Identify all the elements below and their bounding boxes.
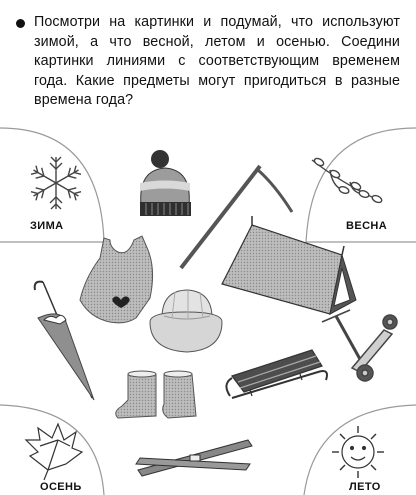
sled-icon (226, 350, 327, 398)
season-label-autumn: ОСЕНЬ (40, 481, 82, 493)
swimsuit-icon (80, 236, 153, 323)
season-label-spring: ВЕСНА (346, 220, 388, 232)
willow-branch-icon (312, 157, 383, 204)
rubber-boots-icon (116, 371, 196, 418)
knit-hat-icon (140, 150, 191, 216)
season-label-winter: ЗИМА (30, 220, 64, 232)
scooter-icon (322, 310, 397, 381)
season-label-summer: ЛЕТО (349, 481, 381, 493)
skis-icon (136, 440, 252, 476)
snowflake-icon (30, 157, 81, 209)
sun-icon (332, 426, 384, 478)
maple-leaf-icon (26, 424, 82, 480)
task-text: Посмотри на картинки и подумай, что используют зимой, а что весной, летом и осенью. Соедини картинки линиями с соответствующим временем года. Какие предметы могут пригодиться в разные времена года? (34, 14, 400, 108)
panama-hat-icon (150, 290, 222, 352)
tent-icon (222, 216, 356, 314)
